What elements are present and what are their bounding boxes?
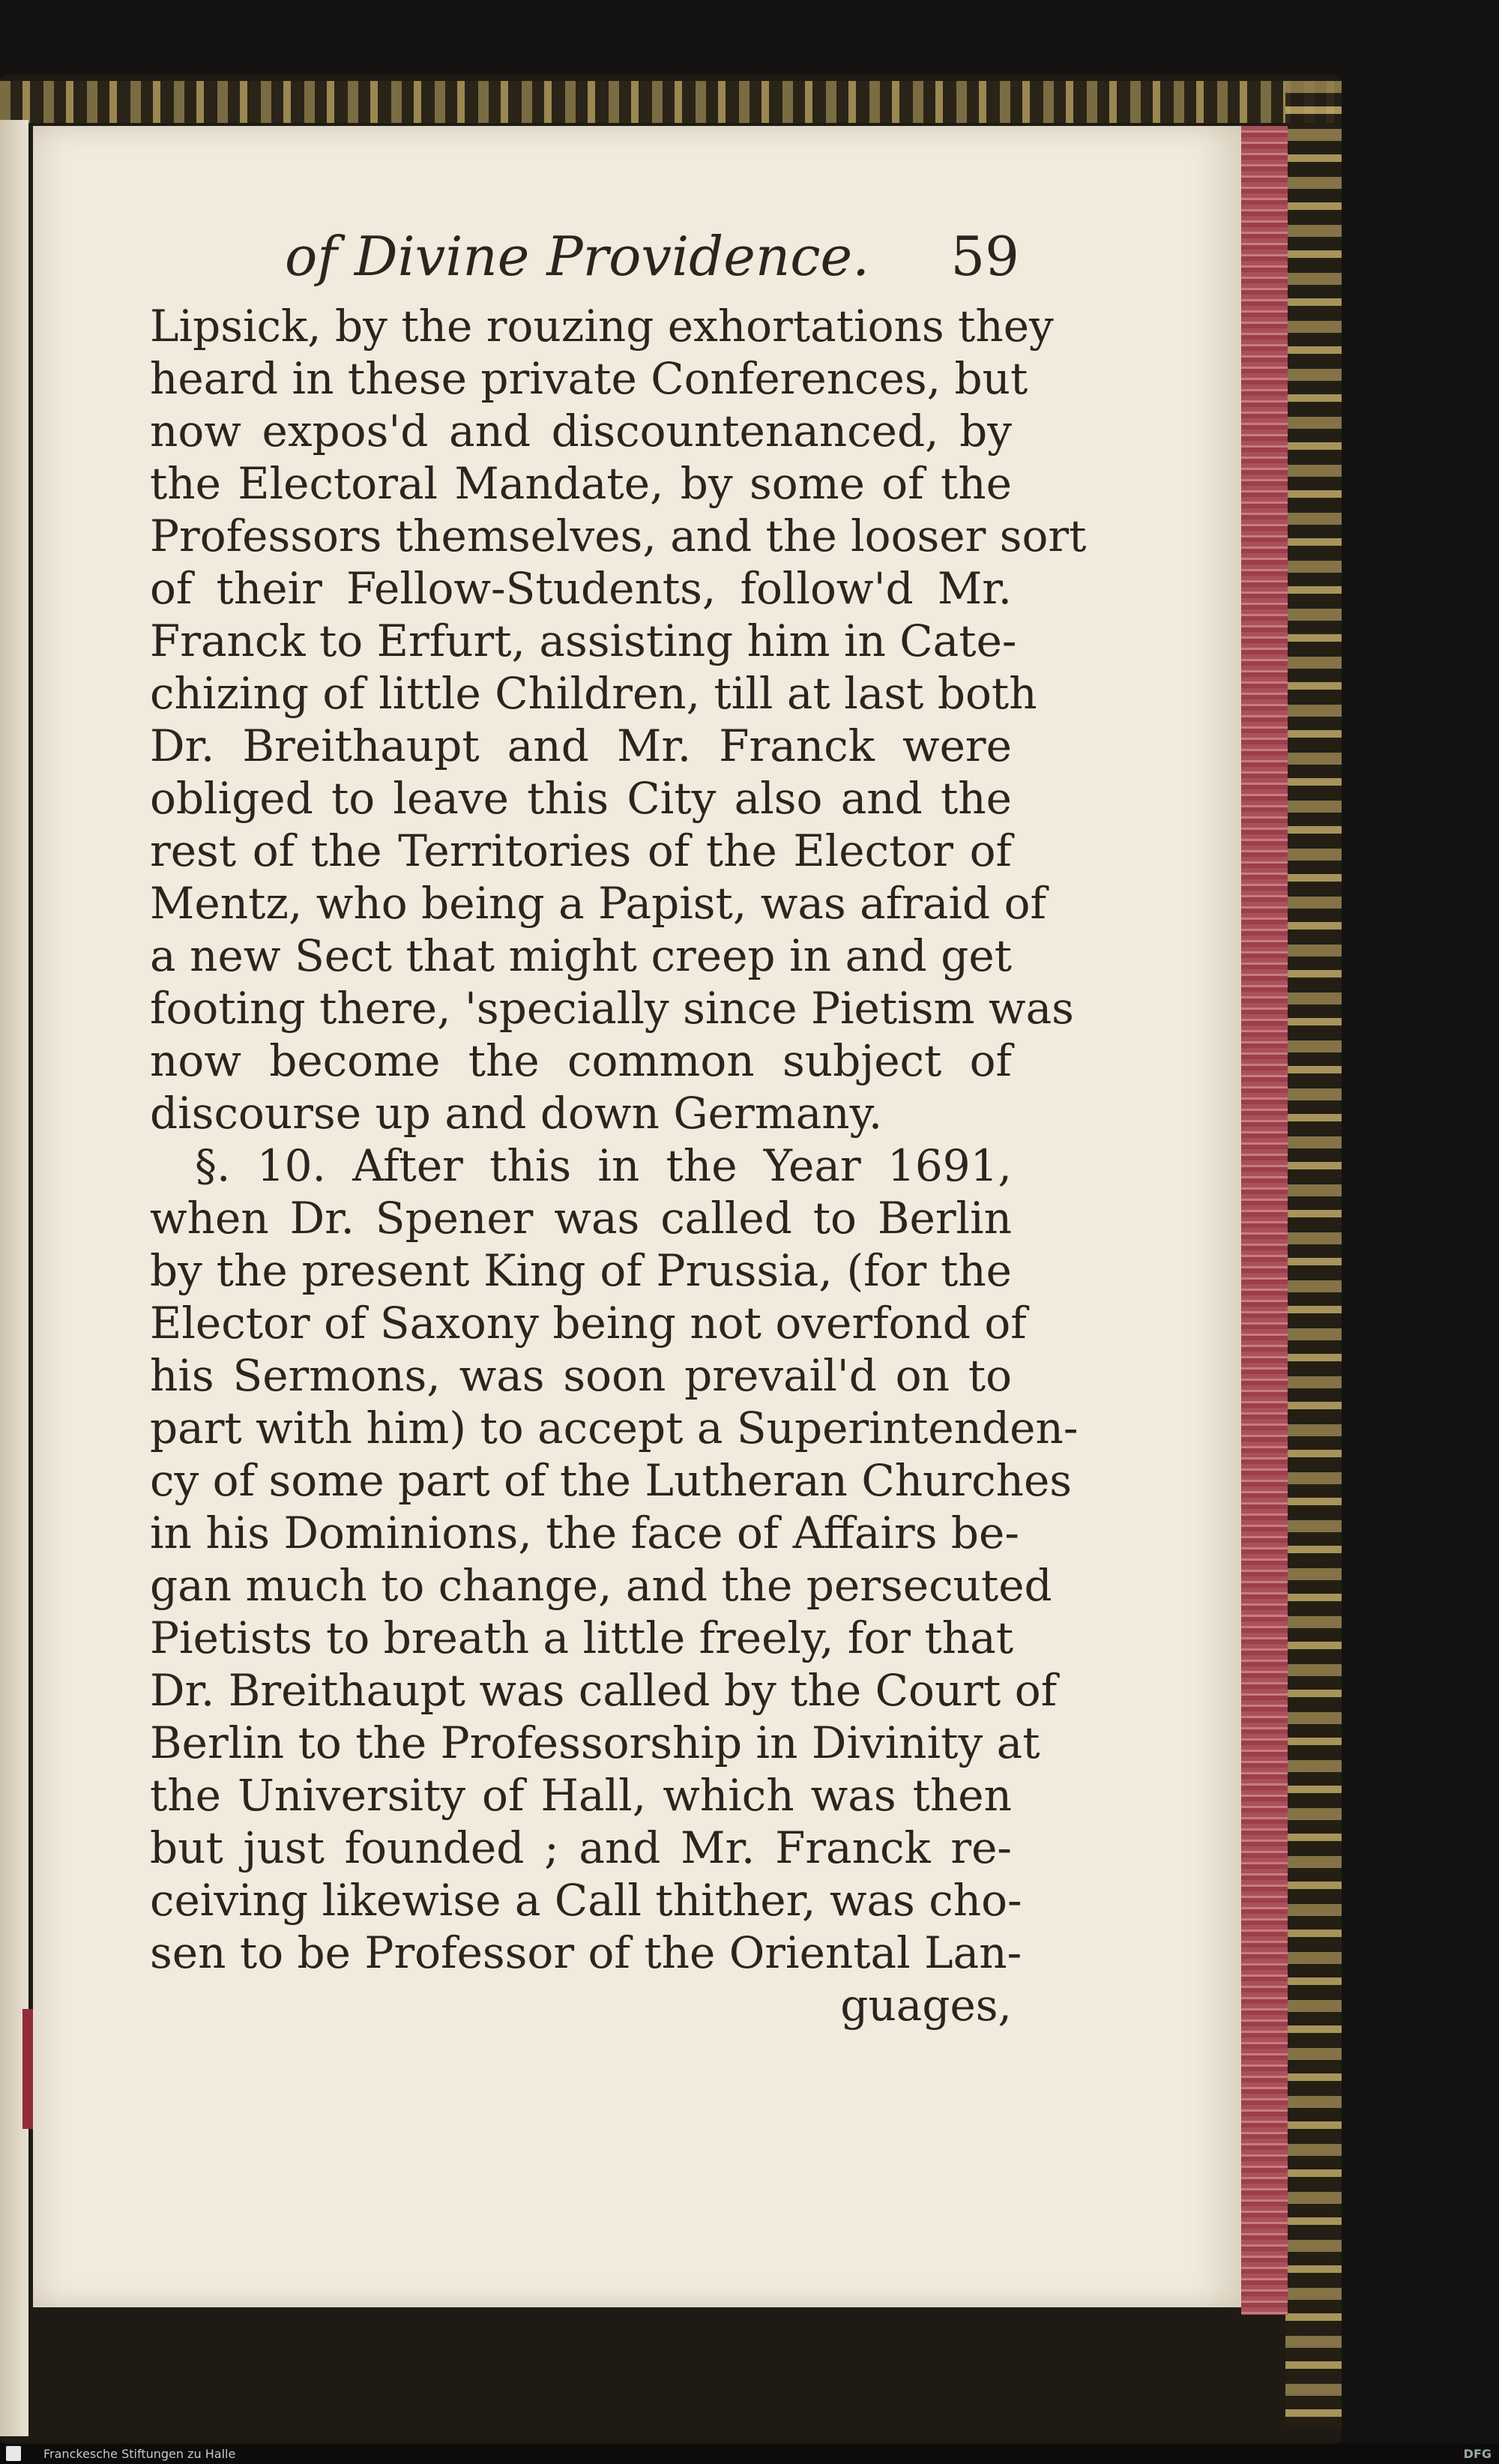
paragraph-start: §. 10. After this in the Year 1691, <box>195 1140 1012 1191</box>
text-line: Elector of Saxony being not overfond of <box>150 1298 1027 1349</box>
text-line: but just founded ; and Mr. Franck re- <box>150 1822 1012 1873</box>
text-line: chizing of little Children, till at last both <box>150 668 1037 719</box>
page-number: 59 <box>950 225 1019 288</box>
text-line: Lipsick, by the rouzing exhortations they <box>150 301 1054 352</box>
text-line: the Electoral Mandate, by some of the <box>150 458 1012 509</box>
text-line: Professors themselves, and the looser sort <box>150 510 1087 561</box>
text-line: the University of Hall, which was then <box>150 1770 1012 1821</box>
catchword: guages, <box>840 1980 1012 2031</box>
text-line: when Dr. Spener was called to Berlin <box>150 1193 1012 1244</box>
gilt-border-top <box>0 81 1342 123</box>
funder-logo: DFG <box>1463 2447 1492 2461</box>
text-line: ceiving likewise a Call thither, was cho- <box>150 1875 1022 1926</box>
text-line: discourse up and down Germany. <box>150 1088 883 1139</box>
gilt-border-right <box>1285 81 1342 2427</box>
text-line: Franck to Erfurt, assisting him in Cate- <box>150 615 1017 666</box>
text-line: Berlin to the Professorship in Divinity at <box>150 1717 1040 1768</box>
institution-logo-icon <box>6 2446 21 2461</box>
running-header <box>285 225 1019 300</box>
red-page-edges <box>1241 126 1288 2315</box>
text-line: in his Dominions, the face of Affairs be- <box>150 1507 1019 1558</box>
text-line: part with him) to accept a Superintenden- <box>150 1403 1079 1454</box>
text-line: Dr. Breithaupt was called by the Court of <box>150 1665 1058 1716</box>
text-line: Pietists to breath a little freely, for that <box>150 1612 1014 1663</box>
text-line: heard in these private Conferences, but <box>150 353 1028 404</box>
viewer-footer <box>0 2444 1499 2464</box>
text-line: gan much to change, and the persecuted <box>150 1560 1052 1611</box>
institution-name: Franckesche Stiftungen zu Halle <box>43 2447 236 2461</box>
text-line: cy of some part of the Lutheran Churches <box>150 1455 1073 1506</box>
text-line: now become the common subject of <box>150 1035 1012 1086</box>
text-line: now expos'd and discountenanced, by <box>150 406 1012 457</box>
text-line: rest of the Territories of the Elector of <box>150 825 1012 876</box>
text-line: Mentz, who being a Papist, was afraid of <box>150 878 1046 929</box>
text-line: sen to be Professor of the Oriental Lan- <box>150 1927 1022 1978</box>
text-line: his Sermons, was soon prevail'd on to <box>150 1350 1012 1401</box>
text-line: of their Fellow-Students, follow'd Mr. <box>150 563 1012 614</box>
text-line: Dr. Breithaupt and Mr. Franck were <box>150 720 1012 771</box>
text-line: footing there, 'specially since Pietism was <box>150 983 1074 1034</box>
text-line: obliged to leave this City also and the <box>150 773 1012 824</box>
running-title: of Divine Providence. <box>285 225 870 288</box>
text-line: by the present King of Prussia, (for the <box>150 1245 1012 1296</box>
text-line: a new Sect that might creep in and get <box>150 930 1012 981</box>
